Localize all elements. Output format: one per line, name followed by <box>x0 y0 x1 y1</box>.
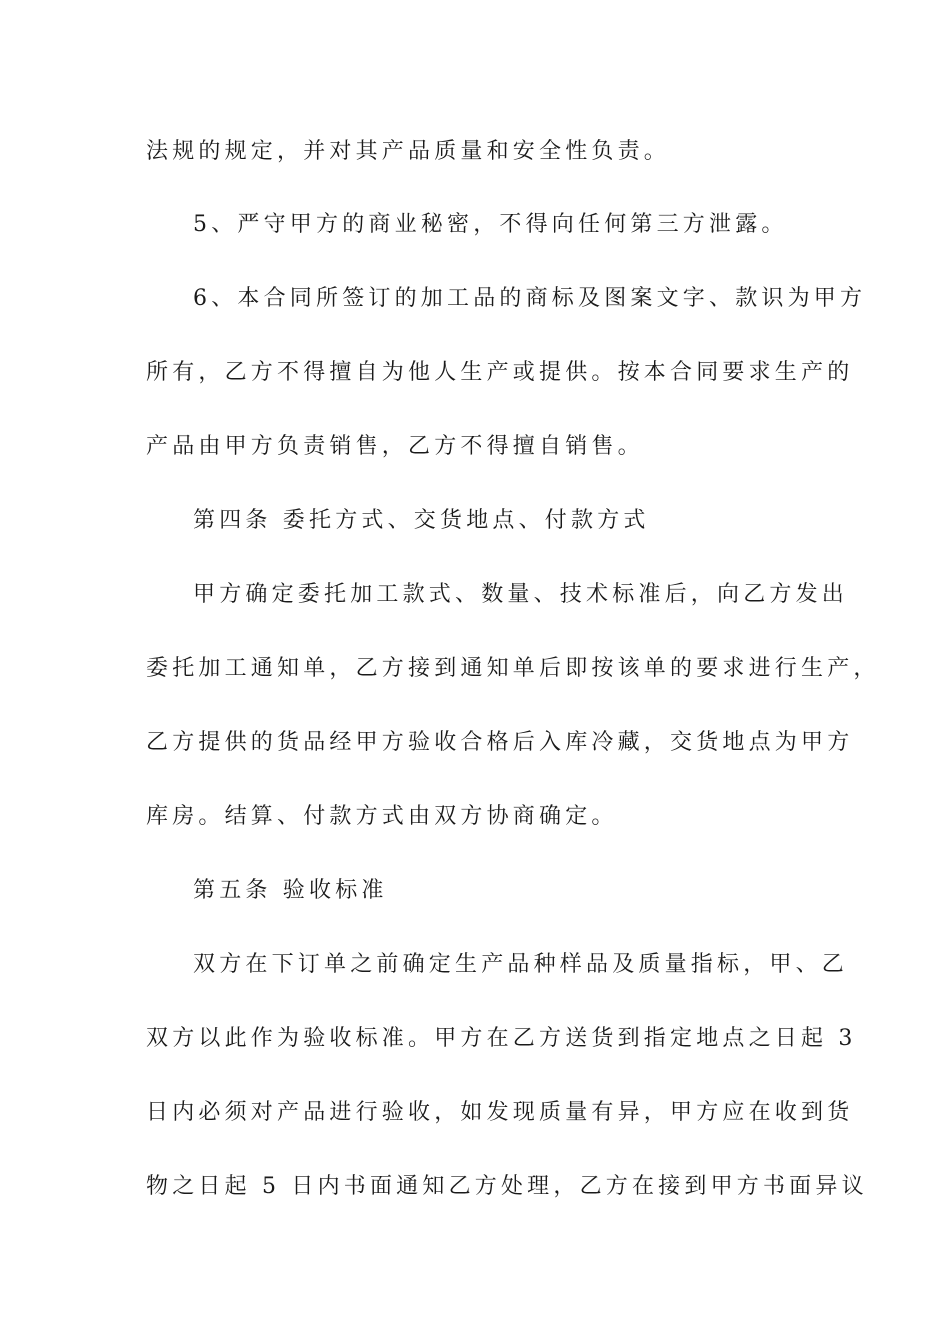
text-line: 法规的规定，并对其产品质量和安全性负责。 <box>146 139 671 164</box>
text-line: 双方以此作为验收标准。甲方在乙方送货到指定地点之日起 3 <box>146 1026 857 1051</box>
text-line: 委托加工通知单，乙方接到通知单后即按该单的要求进行生产， <box>146 656 880 681</box>
paragraph-start: 双方在下订单之前确定生产品种样品及质量指标，甲、乙 <box>193 952 849 977</box>
text-line: 库房。结算、付款方式由双方协商确定。 <box>146 804 618 829</box>
text-line: 所有，乙方不得擅自为他人生产或提供。按本合同要求生产的 <box>146 360 854 385</box>
article-5-heading: 第五条 验收标准 <box>193 878 388 903</box>
text-line: 物之日起 5 日内书面通知乙方处理，乙方在接到甲方书面异议 <box>146 1174 868 1199</box>
text-line: 产品由甲方负责销售，乙方不得擅自销售。 <box>146 434 644 459</box>
clause-item-6: 6、本合同所签订的加工品的商标及图案文字、款识为甲方 <box>193 286 867 311</box>
paragraph-start: 甲方确定委托加工款式、数量、技术标准后，向乙方发出 <box>193 582 849 607</box>
text-line: 乙方提供的货品经甲方验收合格后入库冷藏，交货地点为甲方 <box>146 730 854 755</box>
article-4-heading: 第四条 委托方式、交货地点、付款方式 <box>193 508 650 533</box>
text-line: 日内必须对产品进行验收，如发现质量有异，甲方应在收到货 <box>146 1100 854 1125</box>
clause-item-5: 5、严守甲方的商业秘密，不得向任何第三方泄露。 <box>193 212 788 237</box>
